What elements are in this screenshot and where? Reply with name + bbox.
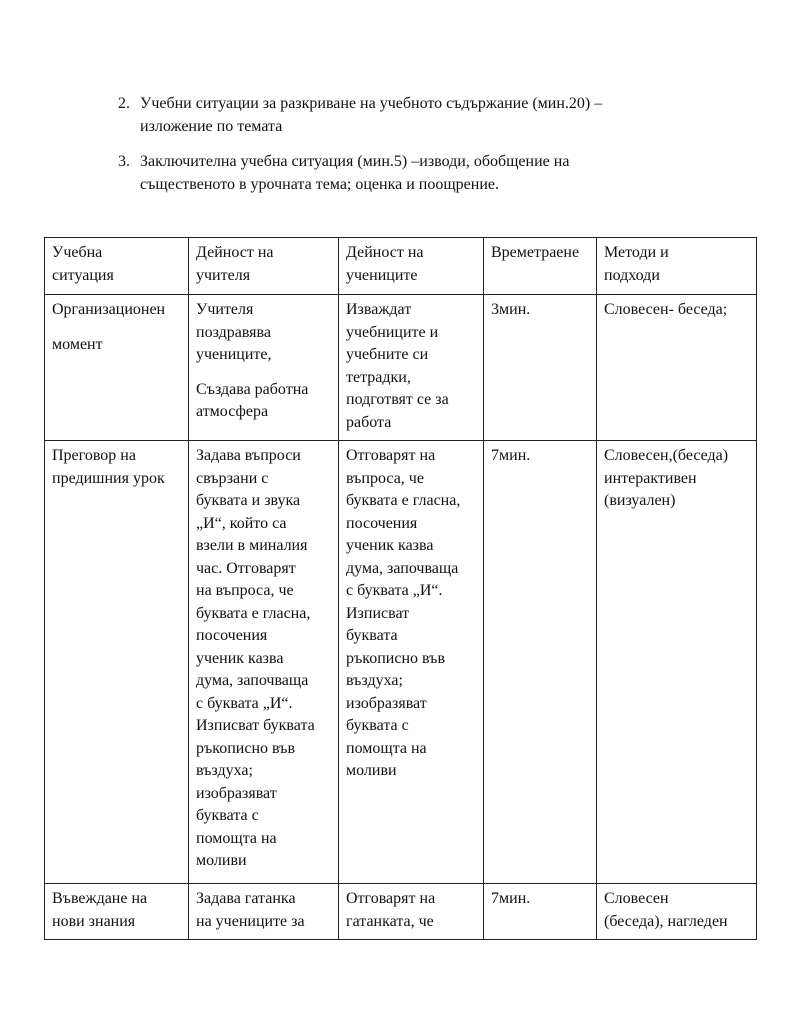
lesson-plan-table	[44, 237, 757, 940]
header-cell: Методи и подходи	[597, 238, 757, 295]
table-cell: 7мин.	[484, 441, 597, 884]
table-cell: Отговарят на гатанката, че	[339, 884, 484, 940]
list-text: Заключителна учебна ситуация (мин.5) –изводи, обобщение на същественото в урочната тема; оценка и поощрение.	[140, 153, 570, 193]
table-cell: 3мин.	[484, 295, 597, 441]
table-row	[45, 884, 757, 940]
list-number: 2.	[118, 95, 130, 112]
header-cell: Учебна ситуация	[45, 238, 189, 295]
list-item	[118, 150, 718, 196]
table-cell: Задава въпроси свързани с буквата и звука „И“, който са взели в миналия час. Отговарят на въпроса, че буквата е гласна, посочения ученик казва дума, започваща с буквата „И“. Изписват буквата ръкописно във въздуха; изобразяват буквата с помощта на моливи	[189, 441, 339, 884]
table-row	[45, 441, 757, 884]
table-cell: Отговарят на въпроса, че буквата е гласна, посочения ученик казва дума, започваща с буквата „И“. Изписват буквата ръкописно във въздуха; изобразяват буквата с помощта на моливи	[339, 441, 484, 884]
table-cell: 7мин.	[484, 884, 597, 940]
header-cell: Дейност на учениците	[339, 238, 484, 295]
table-cell: Словесен (беседа), нагледен	[597, 884, 757, 940]
table-cell: Словесен- беседа;	[597, 295, 757, 441]
table-row	[45, 295, 757, 441]
table-cell: Учителя поздравява учениците, Създава работна атмосфера	[189, 295, 339, 441]
table-cell: Изваждат учебниците и учебните си тетрадки, подготвят се за работа	[339, 295, 484, 441]
intro-numbered-list	[118, 92, 718, 196]
list-number: 3.	[118, 153, 130, 170]
header-cell: Дейност на учителя	[189, 238, 339, 295]
table-cell: Преговор на предишния урок	[45, 441, 189, 884]
header-cell: Времетраене	[484, 238, 597, 295]
list-text: Учебни ситуации за разкриване на учебното съдържание (мин.20) – изложение по темата	[140, 95, 603, 135]
list-item	[118, 92, 718, 138]
table-cell: Въвеждане на нови знания	[45, 884, 189, 940]
table-cell: Организационен момент	[45, 295, 189, 441]
table-header-row	[45, 238, 757, 295]
table-cell: Задава гатанка на учениците за	[189, 884, 339, 940]
table-cell: Словесен,(беседа) интерактивен (визуален)	[597, 441, 757, 884]
